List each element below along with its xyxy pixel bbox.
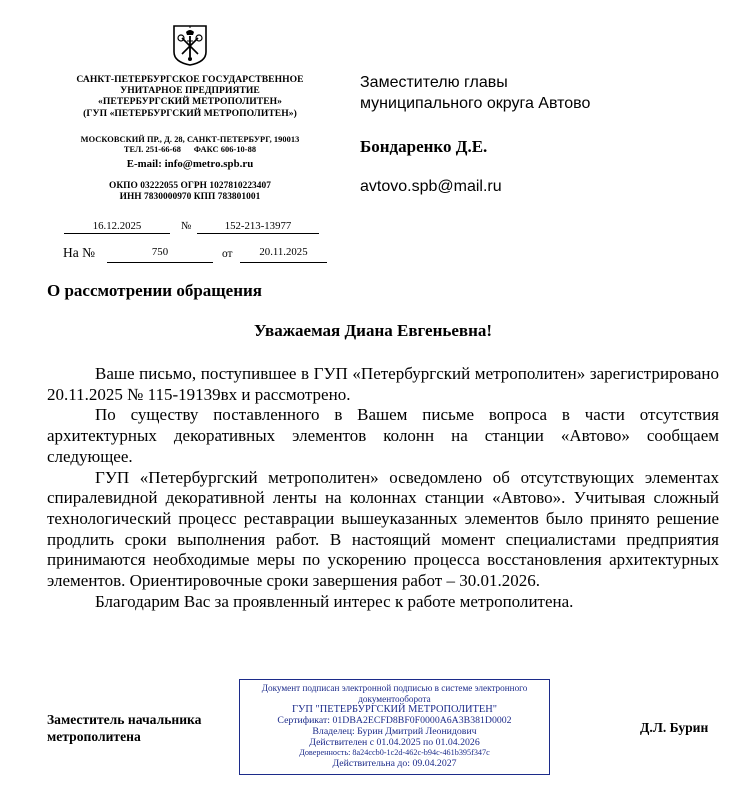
reference-date: 20.11.2025 [240,245,327,263]
number-sign: № [181,220,192,232]
letter-subject: О рассмотрении обращения [47,281,262,300]
stamp-line: Документ подписан электронной подписью в системе электронного [261,683,528,693]
stamp-owner: Владелец: Бурин Дмитрий Леонидович [312,725,477,737]
org-email: E-mail: info@metro.spb.ru [126,158,254,170]
addressee-name: Бондаренко Д.Е. [360,137,488,156]
letter-body [47,364,719,612]
stamp-power-of-attorney: Доверенность: 8a24ccb0-1c2d-462c-b94c-461b395f347c [299,748,490,758]
reference-from-label: от [222,248,233,260]
addressee-title [360,72,590,114]
spb-coat-of-arms-icon [172,24,208,66]
signatory-title-line: Заместитель начальника [47,712,202,727]
addressee-title-line: Заместителю главы [360,74,508,91]
body-paragraph: ГУП «Петербургский метрополитен» осведомлено об отсутствующих элементах спиралевидной декоративной ленты на колоннах станции «Автово». Учитывая сложный технологический процесс реставрации вышеуказанных элементов было принято решение продлить сроки выполнения работ. В настоящий момент специалистами предприятия принимаются необходимые меры по ускорению процесса восстановления архитектурных элементов. Ориентировочные сроки завершения работ – 30.01.2026. [47,467,719,591]
body-paragraph: По существу поставленного в Вашем письме вопроса в части отсутствия архитектурных декоративных элементов колонн на станции «Автово» сообщаем следующее. [47,405,719,466]
stamp-validity: Действителен с 01.04.2025 по 01.04.2026 [309,736,480,748]
org-ids-line: ОКПО 03222055 ОГРН 1027810223407 [108,181,272,191]
outgoing-number: 152-213-13977 [197,219,319,234]
stamp-certificate: Сертификат: 01DBA2ECFD8BF0F0000A6A3B381D0002 [277,714,512,726]
reference-label: На № [63,245,95,260]
body-paragraph: Благодарим Вас за проявленный интерес к работе метрополитена. [95,591,574,611]
stamp-org: ГУП "ПЕТЕРБУРГСКИЙ МЕТРОПОЛИТЕН" [292,703,497,715]
addressee-title-line: муниципального округа Автово [360,95,591,112]
org-ids-line: ИНН 7830000970 КПП 783801001 [119,192,261,202]
salutation: Уважаемая Диана Евгеньевна! [253,321,493,340]
stamp-poa-valid-until: Действительна до: 09.04.2027 [332,758,457,770]
signatory-title-line: метрополитена [47,729,141,744]
org-ids [52,181,328,203]
stamp-line: документооборота [358,693,431,704]
org-name-line: УНИТАРНОЕ ПРЕДПРИЯТИЕ [120,85,260,97]
signatory-name: Д.Л. Бурин [640,720,709,735]
outgoing-date: 16.12.2025 [64,219,170,234]
org-name-line: САНКТ-ПЕТЕРБУРГСКОЕ ГОСУДАРСТВЕННОЕ [76,74,304,85]
org-address-block [52,135,328,155]
body-paragraph: Ваше письмо, поступившее в ГУП «Петербургский метрополитен» зарегистрировано 20.11.2025 № 115-19139вх и рассмотрено. [47,364,719,404]
electronic-signature-stamp [239,679,550,775]
signatory-title [47,711,201,745]
org-address: МОСКОВСКИЙ ПР., Д. 28, САНКТ-ПЕТЕРБУРГ, 190013 [80,135,300,144]
org-name [52,74,328,119]
addressee-email: avtovo.spb@mail.ru [360,178,502,195]
reference-number: 750 [107,245,213,263]
org-phone-fax: ТЕЛ. 251-66-68 ФАКС 606-10-88 [123,145,257,154]
org-name-line: (ГУП «ПЕТЕРБУРГСКИЙ МЕТРОПОЛИТЕН») [83,107,297,119]
org-name-line: «ПЕТЕРБУРГСКИЙ МЕТРОПОЛИТЕН» [97,96,283,108]
